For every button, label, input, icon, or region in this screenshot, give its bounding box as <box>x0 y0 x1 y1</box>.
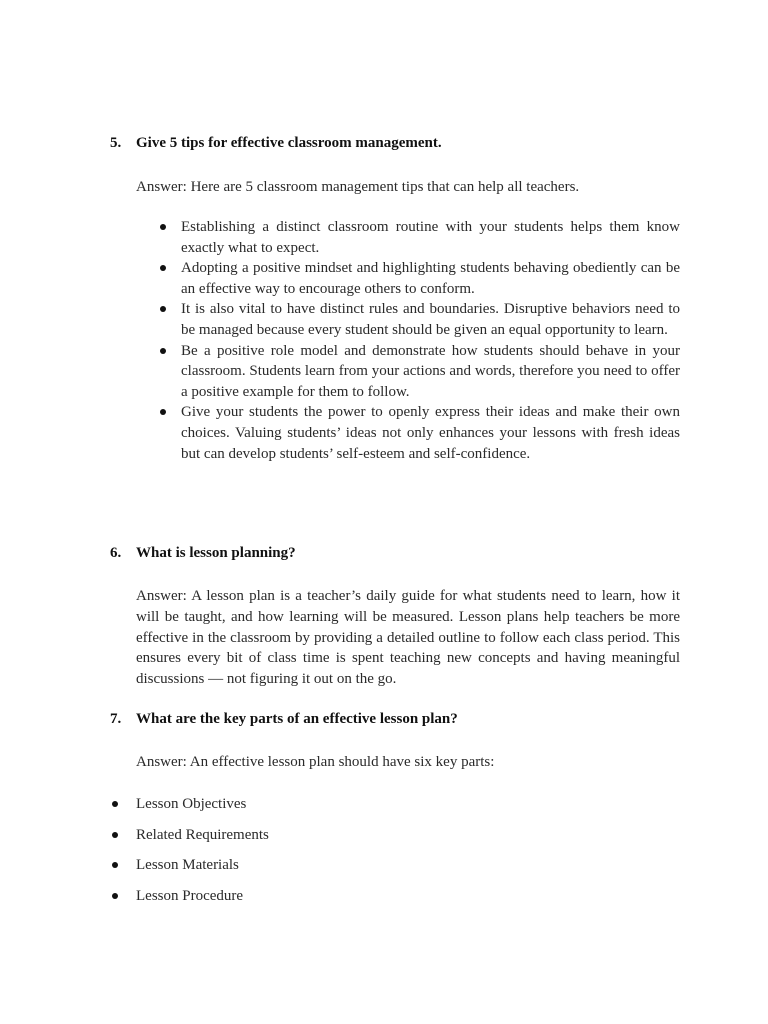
question-6-heading <box>110 545 296 562</box>
bullet-icon <box>160 409 166 415</box>
list-item <box>160 258 680 299</box>
question-title: What are the key parts of an effective lesson plan? <box>136 711 458 727</box>
tip-text: Give your students the power to openly express their ideas and make their own choices. Valuing students’ ideas not only enhances your lessons with fresh ideas but can develop students’ self-esteem and self-confidence. <box>181 404 680 462</box>
question-number: 7. <box>110 711 122 727</box>
tips-list <box>160 217 680 464</box>
tip-text: It is also vital to have distinct rules and boundaries. Disruptive behaviors need to be managed because every student should be given an equal opportunity to learn. <box>181 301 680 338</box>
list-item <box>112 886 269 917</box>
list-item <box>112 855 269 886</box>
bullet-icon <box>160 224 166 230</box>
question-5-heading <box>110 135 442 152</box>
tip-text: Establishing a distinct classroom routine with your students helps them know exactly what to expect. <box>181 219 680 256</box>
bullet-icon <box>112 801 118 807</box>
list-item <box>112 825 269 856</box>
bullet-icon <box>112 862 118 868</box>
part-text: Related Requirements <box>136 826 269 843</box>
tip-text: Be a positive role model and demonstrate how students should behave in your classroom. Students learn from your actions and words, therefore you need to offer a positive example for them to follow. <box>181 342 680 400</box>
part-text: Lesson Objectives <box>136 796 247 812</box>
question-number: 5. <box>110 135 122 151</box>
question-title: What is lesson planning? <box>136 545 296 561</box>
lesson-parts-list <box>112 794 269 916</box>
tip-text: Adopting a positive mindset and highlighting students behaving obediently can be an effective way to encourage others to conform. <box>181 260 680 297</box>
part-text: Lesson Materials <box>136 857 239 873</box>
question-5-answer: Answer: Here are 5 classroom management tips that can help all teachers. <box>136 179 580 195</box>
question-title: Give 5 tips for effective classroom management. <box>136 135 442 151</box>
bullet-icon <box>160 348 166 354</box>
list-item <box>160 299 680 340</box>
question-6-answer: Answer: A lesson plan is a teacher’s daily guide for what students need to learn, how it will be taught, and how learning will be measured. Lesson plans help teachers be more effective in the classroom by providing a detailed outline to follow each class period. This ensures every bit of class time is spent teaching new concepts and having meaningful discussions — not figuring it out on the go. <box>136 588 680 688</box>
list-item <box>160 402 680 464</box>
bullet-icon <box>112 893 118 899</box>
bullet-icon <box>160 306 166 312</box>
bullet-icon <box>160 265 166 271</box>
bullet-icon <box>112 832 118 838</box>
list-item <box>112 794 269 825</box>
question-7-answer: Answer: An effective lesson plan should have six key parts: <box>136 754 495 770</box>
list-item <box>160 341 680 403</box>
question-7-heading <box>110 711 458 728</box>
part-text: Lesson Procedure <box>136 887 244 904</box>
question-number: 6. <box>110 545 122 561</box>
list-item <box>160 217 680 258</box>
